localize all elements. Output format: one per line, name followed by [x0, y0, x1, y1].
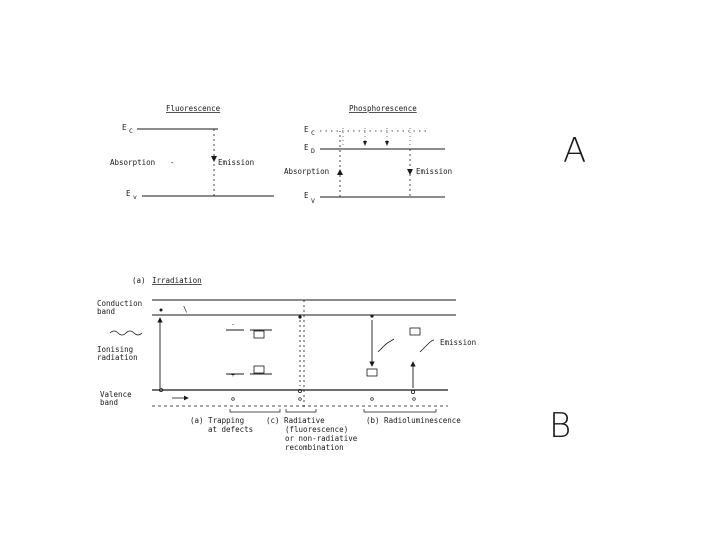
ionising-radiation-wave-icon [110, 331, 142, 335]
irradiation-diagram [97, 276, 476, 452]
electron-trap-group [226, 320, 272, 338]
phosphorescence-absorption-arrowhead [337, 169, 343, 175]
radioluminescence-caption: (b) Radioluminescence [366, 416, 461, 425]
radiative-caption-line3: or non-radiative [285, 434, 358, 443]
valence-hole-2 [299, 398, 302, 401]
phosphorescence-trap-label: E [304, 143, 309, 152]
valence-band-label-line2: band [100, 398, 119, 407]
radiative-caption-line4: recombination [285, 443, 344, 452]
emission-label: Emission [440, 338, 477, 347]
trapping-caption-line1: (a) Trapping [190, 416, 245, 425]
trapping-caption-line2: at defects [208, 425, 254, 434]
valence-hole-4 [413, 398, 416, 401]
filled-hole-trap-box [254, 366, 264, 373]
fluorescence-absorption-arrow: - [170, 158, 175, 167]
valence-band-label-line1: Valence [100, 390, 132, 399]
irradiation-heading: Irradiation [152, 276, 202, 285]
electron-trap-charge: - [231, 320, 235, 328]
luminescence-hole [411, 390, 414, 393]
fluorescence-upper-level-sub: C [129, 127, 133, 135]
fluorescence-title: Fluorescence [166, 104, 221, 113]
phosphorescence-emission-label: Emission [416, 167, 453, 176]
excited-electron [160, 309, 163, 312]
phosphorescence-transition-3-head [385, 141, 389, 146]
fluorescence-emission-arrowhead [211, 156, 217, 162]
panel-a-letter: A [563, 131, 587, 171]
valence-hole-3 [371, 398, 374, 401]
phosphorescence-valence-sub: V [311, 197, 315, 205]
phosphorescence-emission-arrowhead [407, 169, 413, 175]
luminescence-electron [370, 314, 373, 317]
radiative-bracket [286, 409, 316, 412]
fluorescence-diagram [110, 104, 274, 201]
irradiation-heading-prefix: (a) [132, 276, 146, 285]
valence-hole-1 [232, 398, 235, 401]
radioluminescence-bracket [364, 409, 436, 412]
phosphorescence-valence-label: E [304, 191, 309, 200]
recombination-electron [298, 315, 301, 318]
luminescence-centre-box [367, 369, 377, 376]
emission-wave-icon [420, 340, 434, 352]
electron-drift-mark: \ [183, 305, 188, 314]
ionising-radiation-label-line2: radiation [97, 353, 138, 362]
fluorescence-upper-level-label: E [122, 123, 127, 132]
emitted-photon-wave-icon [378, 339, 394, 352]
hole-trap-group [226, 366, 272, 379]
phosphorescence-conduction-label: E [304, 125, 309, 134]
fluorescence-absorption-label: Absorption [110, 158, 156, 167]
phosphorescence-title: Phosphorescence [349, 104, 417, 113]
phosphorescence-conduction-sub: C [311, 129, 315, 137]
phosphorescence-transition-2-head [363, 141, 367, 146]
conduction-band-label-line1: Conduction [97, 299, 143, 308]
fluorescence-emission-label: Emission [218, 158, 255, 167]
phosphorescence-diagram [284, 104, 452, 205]
panel-b-letter: B [549, 406, 572, 446]
conduction-band-label-line2: band [97, 307, 116, 316]
hole-trap-charge: + [231, 371, 235, 379]
radiative-caption-line2: (fluorescence) [285, 425, 349, 434]
filled-electron-trap-box [254, 331, 264, 338]
phosphorescence-absorption-label: Absorption [284, 167, 330, 176]
luminescence-defect-box [410, 328, 420, 335]
radiative-caption-line1: (c) Radiative [266, 416, 325, 425]
trapping-bracket [230, 409, 280, 412]
fluorescence-lower-level-sub: v [133, 193, 137, 201]
fluorescence-lower-level-label: E [126, 189, 131, 198]
ionising-radiation-label-line1: Ionising [97, 345, 134, 354]
phosphorescence-trap-sub: D [311, 147, 315, 155]
